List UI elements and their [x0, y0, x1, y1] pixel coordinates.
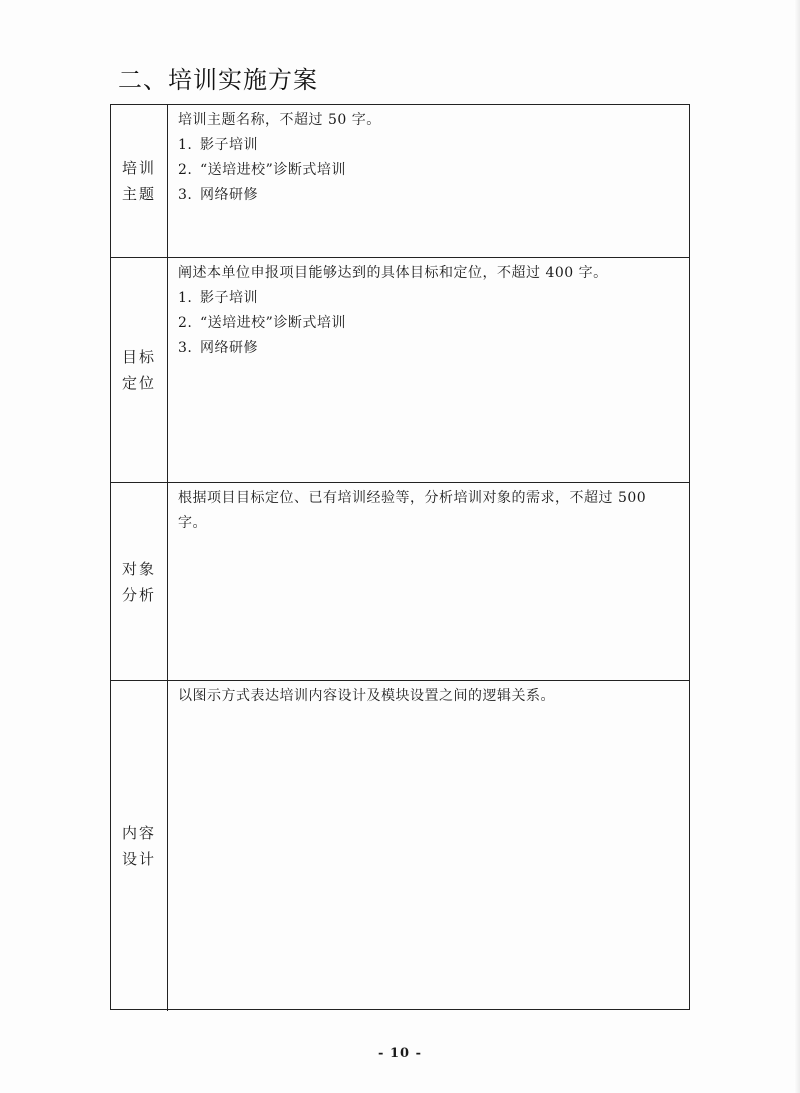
row-instruction: 培训主题名称，不超过 50 字。: [178, 112, 381, 128]
row-instruction: 以图示方式表达培训内容设计及模块设置之间的逻辑关系。: [178, 688, 555, 704]
list-item-number: 1.: [178, 290, 193, 306]
row-label: 对象 分析: [122, 559, 157, 604]
list-item: [178, 336, 679, 361]
list-item-text: 影子培训: [200, 137, 258, 153]
row-instruction: 阐述本单位申报项目能够达到的具体目标和定位，不超过 400 字。: [178, 265, 608, 281]
list-item-number: 2.: [178, 315, 193, 331]
scan-edge-shadow: [794, 0, 800, 1093]
list-item-text: 网络研修: [200, 340, 258, 356]
list-item-text: 网络研修: [200, 187, 258, 203]
list-item-number: 2.: [178, 162, 193, 178]
list-item: [178, 158, 679, 183]
plan-form-table: [110, 104, 690, 1010]
list-item: [178, 183, 679, 208]
row-label: 内容 设计: [122, 824, 157, 868]
list-item: [178, 311, 679, 336]
table-row-training-theme: [111, 105, 689, 258]
row-label: 目标 定位: [122, 348, 157, 392]
row-label-cell: [111, 258, 168, 482]
list-item: [178, 133, 679, 158]
table-row-content-design: [111, 681, 689, 1011]
list-item-text: “送培进校”诊断式培训: [200, 162, 346, 178]
list-item-number: 3.: [178, 340, 193, 356]
row-label-cell: [111, 483, 168, 680]
table-row-goal-positioning: [111, 258, 689, 483]
row-label-cell: [111, 681, 168, 1011]
row-content-cell[interactable]: [168, 681, 689, 1011]
item-list: [178, 286, 679, 361]
row-label-cell: [111, 105, 168, 257]
row-content-cell[interactable]: [168, 105, 689, 257]
row-content-cell[interactable]: [168, 258, 689, 482]
row-instruction: 根据项目目标定位、已有培训经验等，分析培训对象的需求，不超过 500 字。: [178, 490, 647, 531]
list-item-number: 1.: [178, 137, 193, 153]
list-item: [178, 286, 679, 311]
list-item-text: 影子培训: [200, 290, 258, 306]
row-content-cell[interactable]: [168, 483, 689, 680]
row-label: 培训 主题: [122, 159, 157, 203]
list-item-text: “送培进校”诊断式培训: [200, 315, 346, 331]
table-row-target-analysis: [111, 483, 689, 681]
page-number: - 10 -: [378, 1046, 422, 1061]
item-list: [178, 133, 679, 208]
list-item-number: 3.: [178, 187, 193, 203]
section-title: 二、培训实施方案: [118, 66, 318, 94]
